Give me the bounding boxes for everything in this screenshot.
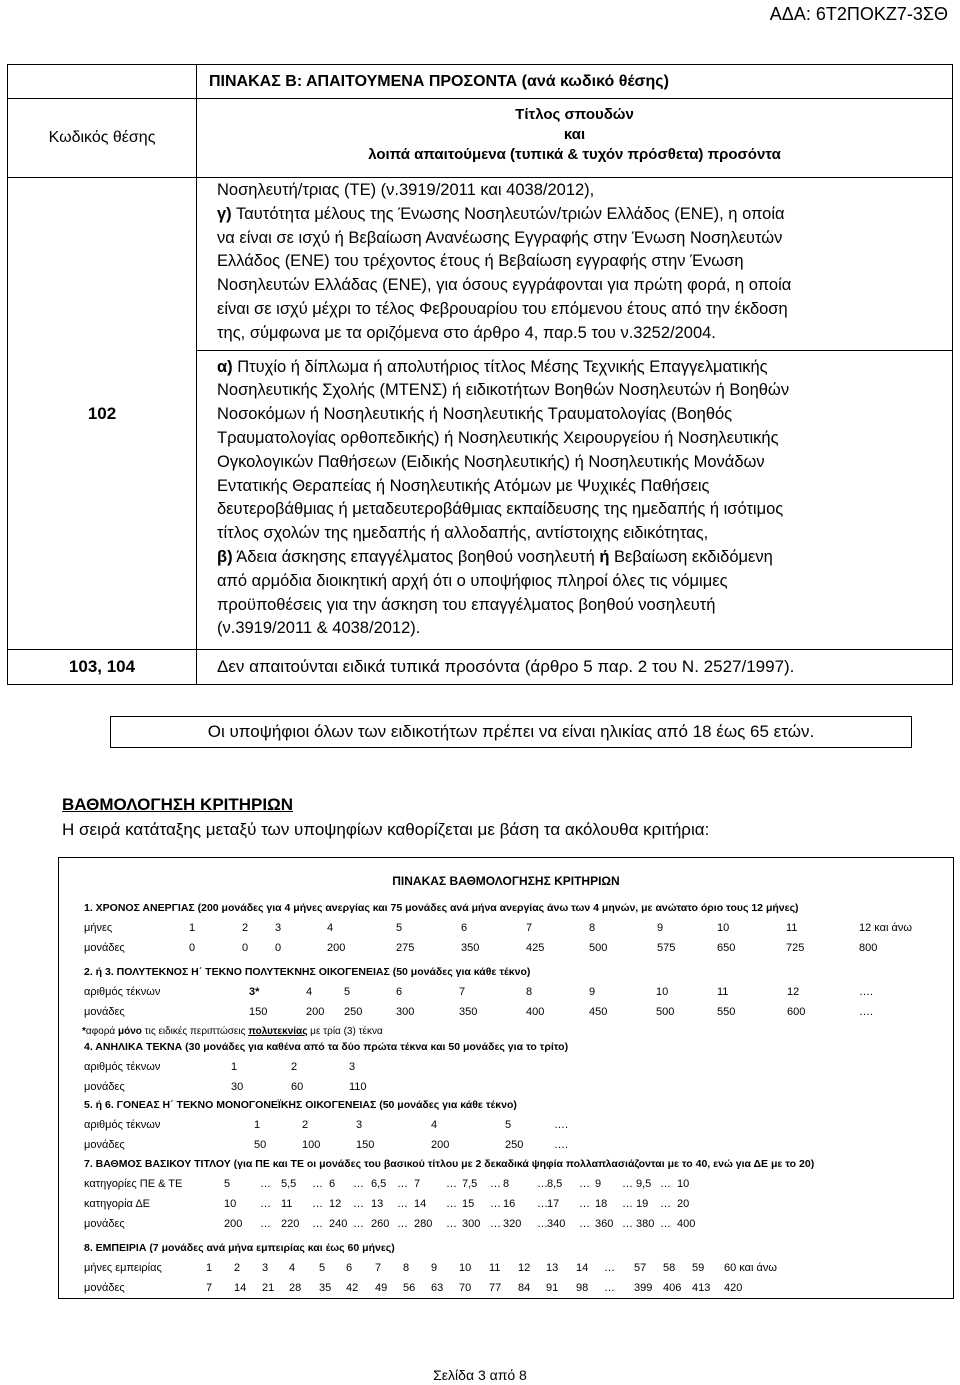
scoring-cell: 15: [462, 1198, 475, 1210]
scoring-cell: 10: [677, 1178, 690, 1190]
text-line: Τραυματολογίας ορθοπεδικής) ή Νοσηλευτικής Χειρουργείου ή Νοσηλευτικής: [217, 428, 779, 447]
scoring-cell: 300: [462, 1218, 481, 1230]
scoring-cell: 5: [505, 1119, 512, 1131]
scoring-cell: 400: [677, 1218, 696, 1230]
scoring-cell: ….: [859, 1006, 874, 1018]
scoring-section-heading: 1. ΧΡΟΝΟΣ ΑΝΕΡΓΙΑΣ (200 μονάδες για 4 μήνες ανεργίας και 75 μονάδες ανά μήνα ανεργίας άνω των 4 μηνών, με ανώτατο όριο τους 12 μήνες): [84, 902, 799, 914]
scoring-cell: 10: [717, 922, 730, 934]
scoring-cell: 20: [677, 1198, 690, 1210]
scoring-cell: ….: [554, 1139, 569, 1151]
text-line: Ογκολογικών Παθήσεων (Ειδικής Νοσηλευτικής) ή Νοσηλευτικής Μονάδων: [217, 452, 765, 471]
scoring-cell: 8: [403, 1262, 410, 1274]
criteria-heading: ΒΑΘΜΟΛΟΓΗΣΗ ΚΡΙΤΗΡΙΩΝ: [62, 795, 294, 814]
scoring-cell: 413: [692, 1282, 711, 1294]
scoring-cell: 28: [289, 1282, 302, 1294]
text-line: Νοσηλευτικής Σχολής (ΜΤΕΝΣ) ή ειδικοτήτων Βοηθών Νοσηλευτών ή Βοηθών: [217, 381, 790, 400]
scoring-cell: 450: [589, 1006, 608, 1018]
scoring-cell: 42: [346, 1282, 359, 1294]
scoring-cell: 91: [546, 1282, 559, 1294]
scoring-cell: 11: [717, 986, 729, 998]
scoring-cell: 14: [234, 1282, 247, 1294]
scoring-cell: …: [579, 1218, 590, 1230]
scoring-cell: 7: [414, 1178, 421, 1190]
scoring-section-heading: 4. ΑΝΗΛΙΚΑ ΤΕΚΝΑ (30 μονάδες για καθένα από τα δύο πρώτα τέκνα και 50 μονάδες για το τρίτο): [84, 1041, 569, 1053]
scoring-cell: 5: [319, 1262, 326, 1274]
row-103-text: Δεν απαιτούνται ειδικά τυπικά προσόντα (άρθρο 5 παρ. 2 του Ν. 2527/1997).: [197, 650, 953, 685]
scoring-cell: 4: [289, 1262, 296, 1274]
scoring-cell: 17: [547, 1198, 560, 1210]
scoring-cell: 1: [231, 1061, 238, 1073]
scoring-cell: …: [604, 1262, 615, 1274]
scoring-cell: 2: [242, 922, 249, 934]
scoring-cell: 9: [431, 1262, 438, 1274]
scoring-cell: …: [490, 1178, 501, 1190]
age-requirement-note: Οι υποψήφιοι όλων των ειδικοτήτων πρέπει να είναι ηλικίας από 18 έως 65 ετών.: [110, 716, 912, 748]
scoring-row-label: μήνες εμπειρίας: [84, 1262, 162, 1274]
scoring-cell: …: [446, 1198, 457, 1210]
scoring-cell: 8,5: [547, 1178, 563, 1190]
scoring-cell: …: [397, 1178, 408, 1190]
scoring-row-label: μονάδες: [84, 1006, 125, 1018]
scoring-cell: 6: [346, 1262, 353, 1274]
scoring-cell: 150: [356, 1139, 375, 1151]
scoring-cell: 1: [206, 1262, 213, 1274]
scoring-cell: 13: [371, 1198, 384, 1210]
text-line: γ) Ταυτότητα μέλους της Ένωσης Νοσηλευτών/τριών Ελλάδος (ΕΝΕ), η οποία: [217, 204, 785, 223]
scoring-cell: 550: [717, 1006, 736, 1018]
scoring-cell: 425: [526, 942, 545, 954]
scoring-cell: 8: [503, 1178, 510, 1190]
row-continuation-text: [197, 178, 953, 351]
text-line: από αρμόδια διοικητική αρχή ότι ο υποψήφιος πληροί όλες τις νόμιμες: [217, 571, 728, 590]
scoring-cell: 77: [489, 1282, 502, 1294]
scoring-cell: 9: [657, 922, 664, 934]
scoring-cell: 12: [329, 1198, 342, 1210]
text-line: Ελλάδος (ΕΝΕ) του τρέχοντος έτους ή Βεβαίωση εγγραφής στην Ένωση: [217, 252, 744, 271]
scoring-cell: 3: [262, 1262, 269, 1274]
scoring-cell: 21: [262, 1282, 275, 1294]
scoring-row-label: κατηγορίες ΠΕ & ΤΕ: [84, 1178, 183, 1190]
column-header-code: Κωδικός θέσης: [8, 99, 197, 178]
scoring-cell: 2: [234, 1262, 241, 1274]
scoring-row-label: μήνες: [84, 922, 113, 934]
scoring-cell: 70: [459, 1282, 472, 1294]
scoring-cell: ….: [554, 1119, 569, 1131]
scoring-cell: …: [260, 1198, 271, 1210]
text-line: α) Πτυχίο ή δίπλωμα ή απολυτήριος τίτλος Μέσης Τεχνικής Επαγγελματικής: [217, 357, 768, 376]
scoring-cell: …: [353, 1178, 364, 1190]
scoring-cell: 11: [786, 922, 798, 934]
text-line: προϋποθέσεις για την άσκηση του επαγγέλματος βοηθού νοσηλευτή: [217, 595, 716, 614]
scoring-cell: 200: [327, 942, 346, 954]
scoring-cell: 406: [663, 1282, 682, 1294]
header-line: Τίτλος σπουδών: [515, 106, 634, 123]
scoring-cell: 7: [459, 986, 466, 998]
scoring-cell: …: [579, 1178, 590, 1190]
scoring-cell: …: [397, 1218, 408, 1230]
text-line: Νοσηλευτών Ελλάδας (ΕΝΕ), για όσους εγγράφονται για πρώτη φορά, η οποία: [217, 276, 792, 295]
scoring-cell: 0: [189, 942, 196, 954]
scoring-cell: 9,5: [636, 1178, 652, 1190]
scoring-cell: 4: [431, 1119, 438, 1131]
scoring-cell: …: [660, 1178, 671, 1190]
page-footer: Σελίδα 3 από 8: [433, 1367, 527, 1383]
scoring-cell: 7: [375, 1262, 382, 1274]
scoring-cell: 19: [636, 1198, 649, 1210]
scoring-table: [58, 857, 954, 1299]
position-code-103-104: 103, 104: [8, 650, 197, 685]
header-line: και: [563, 126, 586, 143]
scoring-cell: 380: [636, 1218, 655, 1230]
scoring-cell: 5,5: [281, 1178, 297, 1190]
scoring-cell: 11: [281, 1198, 293, 1210]
table-corner: [8, 65, 197, 99]
scoring-cell: …: [660, 1198, 671, 1210]
scoring-section-heading: 7. ΒΑΘΜΟΣ ΒΑΣΙΚΟΥ ΤΙΤΛΟΥ (για ΠΕ και ΤΕ οι μονάδες του βασικού τίτλου με 2 δεκαδικά ψηφία πολλαπλασιάζονται με το 40, ενώ για ΔΕ με το 20): [84, 1158, 815, 1170]
scoring-cell: 399: [634, 1282, 653, 1294]
scoring-cell: 59: [692, 1262, 705, 1274]
scoring-row-label: κατηγορία ΔΕ: [84, 1198, 150, 1210]
scoring-cell: 500: [589, 942, 608, 954]
scoring-cell: 13: [546, 1262, 559, 1274]
text-line: δευτεροβάθμιας ή μεταδευτεροβάθμιας εκπαίδευσης της ημεδαπής ή ισότιμος: [217, 500, 784, 519]
scoring-cell: 2: [291, 1061, 298, 1073]
scoring-cell: 12: [518, 1262, 531, 1274]
scoring-cell: 240: [329, 1218, 348, 1230]
scoring-row-label: μονάδες: [84, 942, 125, 954]
scoring-row-label: αριθμός τέκνων: [84, 1119, 161, 1131]
text-line: να είναι σε ισχύ ή Βεβαίωση Ανανέωσης Εγγραφής στην Ένωση Νοσηλευτών: [217, 228, 783, 247]
text-line: Εντατικής Θεραπείας ή Νοσηλευτικής Ατόμων με Ψυχικές Παθήσεις: [217, 476, 710, 495]
scoring-cell: 7: [206, 1282, 213, 1294]
scoring-section-heading: 5. ή 6. ΓΟΝΕΑΣ Η΄ ΤΕΚΝΟ ΜΟΝΟΓΟΝΕΪΚΗΣ ΟΙΚΟΓΕΝΕΙΑΣ (50 μονάδες για κάθε τέκνο): [84, 1099, 517, 1111]
text-line: Νοσοκόμων ή Νοσηλευτικής ή Νοσηλευτικής Τραυματολογίας (Βοηθός: [217, 405, 733, 424]
scoring-cell: 420: [724, 1282, 743, 1294]
scoring-cell: 300: [396, 1006, 415, 1018]
scoring-cell: 320: [503, 1218, 522, 1230]
scoring-cell: 360: [595, 1218, 614, 1230]
scoring-cell: 350: [461, 942, 480, 954]
scoring-cell: 16: [503, 1198, 516, 1210]
scoring-cell: 150: [249, 1006, 268, 1018]
scoring-cell: …: [579, 1198, 590, 1210]
scoring-cell: 6,5: [371, 1178, 387, 1190]
scoring-cell: 18: [595, 1198, 608, 1210]
scoring-cell: 2: [302, 1119, 309, 1131]
scoring-cell: 600: [787, 1006, 806, 1018]
scoring-cell: …: [312, 1218, 323, 1230]
scoring-cell: 6: [461, 922, 468, 934]
scoring-cell: 10: [224, 1198, 237, 1210]
scoring-cell: …: [397, 1198, 408, 1210]
scoring-cell: 100: [302, 1139, 321, 1151]
scoring-cell: 220: [281, 1218, 300, 1230]
scoring-cell: 5: [396, 922, 403, 934]
scoring-row-label: αριθμός τέκνων: [84, 986, 161, 998]
scoring-cell: …: [312, 1178, 323, 1190]
scoring-cell: 3*: [249, 986, 260, 998]
scoring-cell: 5: [344, 986, 351, 998]
scoring-cell: 200: [431, 1139, 450, 1151]
scoring-cell: 5: [224, 1178, 231, 1190]
scoring-row-label: μονάδες: [84, 1218, 125, 1230]
scoring-cell: 14: [414, 1198, 427, 1210]
scoring-cell: 200: [306, 1006, 325, 1018]
scoring-cell: …: [537, 1178, 548, 1190]
scoring-cell: 7,5: [462, 1178, 478, 1190]
scoring-cell: 0: [242, 942, 249, 954]
scoring-cell: 1: [254, 1119, 261, 1131]
scoring-cell: 10: [656, 986, 669, 998]
scoring-cell: 9: [589, 986, 596, 998]
scoring-cell: 250: [344, 1006, 363, 1018]
scoring-cell: …: [353, 1218, 364, 1230]
scoring-cell: 280: [414, 1218, 433, 1230]
scoring-cell: 575: [657, 942, 676, 954]
scoring-cell: 340: [547, 1218, 566, 1230]
scoring-cell: 6: [329, 1178, 336, 1190]
scoring-cell: 3: [275, 922, 282, 934]
position-code-102: 102: [8, 178, 197, 650]
column-header-title: [197, 99, 953, 178]
scoring-cell: …: [622, 1178, 633, 1190]
scoring-cell: 4: [306, 986, 313, 998]
scoring-cell: …: [446, 1178, 457, 1190]
scoring-cell: …: [446, 1218, 457, 1230]
scoring-cell: …: [353, 1198, 364, 1210]
scoring-cell: …: [660, 1218, 671, 1230]
scoring-cell: 250: [505, 1139, 524, 1151]
scoring-cell: 4: [327, 922, 334, 934]
scoring-cell: 8: [526, 986, 533, 998]
text-line: της, σύμφωνα με τα οριζόμενα στο άρθρο 4, παρ.5 του ν.3252/2004.: [217, 323, 716, 342]
scoring-cell: 260: [371, 1218, 390, 1230]
scoring-cell: 63: [431, 1282, 444, 1294]
scoring-cell: 11: [489, 1262, 501, 1274]
scoring-section-heading: 2. ή 3. ΠΟΛΥΤΕΚΝΟΣ Η΄ ΤΕΚΝΟ ΠΟΛΥΤΕΚΝΗΣ ΟΙΚΟΓΕΝΕΙΑΣ (50 μονάδες για κάθε τέκνο): [84, 966, 531, 978]
scoring-section-heading: 8. ΕΜΠΕΙΡΙΑ (7 μονάδες ανά μήνα εμπειρίας και έως 60 μήνες): [84, 1242, 395, 1254]
scoring-cell: 58: [663, 1262, 676, 1274]
scoring-cell: …: [490, 1218, 501, 1230]
scoring-cell: 6: [396, 986, 403, 998]
scoring-cell: 14: [576, 1262, 589, 1274]
scoring-cell: …: [537, 1198, 548, 1210]
scoring-cell: …: [490, 1198, 501, 1210]
text-line: τίτλος σχολών της ημεδαπής ή αλλοδαπής, αντίστοιχης ειδικότητας,: [217, 524, 709, 543]
scoring-cell: 725: [786, 942, 805, 954]
scoring-cell: 12: [787, 986, 800, 998]
header-line: λοιπά απαιτούμενα (τυπικά & τυχόν πρόσθετα) προσόντα: [368, 146, 781, 163]
scoring-cell: 3: [349, 1061, 356, 1073]
document-code: ΑΔΑ: 6Τ2ΠΟΚΖ7-3ΣΘ: [769, 4, 948, 24]
text-line: είναι σε ισχύ μέχρι το τέλος Φεβρουαρίου του επόμενου έτους από την έκδοση: [217, 299, 788, 318]
scoring-cell: 12 και άνω: [859, 922, 912, 934]
scoring-cell: 60: [291, 1081, 304, 1093]
text-line: β) Άδεια άσκησης επαγγέλματος βοηθού νοσηλευτή ή Βεβαίωση εκδιδόμενη: [217, 547, 773, 566]
scoring-cell: 1: [189, 922, 196, 934]
scoring-cell: 110: [349, 1081, 367, 1093]
row-102-text: [197, 350, 953, 650]
scoring-cell: 200: [224, 1218, 243, 1230]
scoring-cell: 30: [231, 1081, 244, 1093]
scoring-cell: 350: [459, 1006, 478, 1018]
scoring-cell: …: [260, 1178, 271, 1190]
scoring-cell: 98: [576, 1282, 589, 1294]
scoring-row-label: μονάδες: [84, 1282, 125, 1294]
scoring-note: *αφορά μόνο τις ειδικές περιπτώσεις πολυτεκνίας με τρία (3) τέκνα: [82, 1026, 383, 1037]
scoring-row-label: μονάδες: [84, 1139, 125, 1151]
scoring-cell: …: [622, 1198, 633, 1210]
scoring-cell: 35: [319, 1282, 332, 1294]
requirements-table: [7, 64, 953, 685]
scoring-row-label: μονάδες: [84, 1081, 125, 1093]
text-line: (ν.3919/2011 & 4038/2012).: [217, 619, 421, 638]
scoring-cell: 800: [859, 942, 878, 954]
scoring-cell: …: [260, 1218, 271, 1230]
scoring-cell: 0: [275, 942, 282, 954]
scoring-cell: …: [312, 1198, 323, 1210]
scoring-cell: 10: [459, 1262, 472, 1274]
scoring-cell: 56: [403, 1282, 416, 1294]
criteria-subheading: Η σειρά κατάταξης μεταξύ των υποψηφίων καθορίζεται με βάση τα ακόλουθα κριτήρια:: [62, 820, 710, 839]
scoring-cell: 500: [656, 1006, 675, 1018]
scoring-cell: 400: [526, 1006, 545, 1018]
scoring-cell: 8: [589, 922, 596, 934]
scoring-cell: …: [604, 1282, 615, 1294]
table-title: ΠΙΝΑΚΑΣ Β: ΑΠΑΙΤΟΥΜΕΝΑ ΠΡΟΣΟΝΤΑ (ανά κωδικό θέσης): [197, 65, 953, 99]
scoring-cell: …: [622, 1218, 633, 1230]
scoring-cell: 275: [396, 942, 415, 954]
scoring-cell: …: [537, 1218, 548, 1230]
scoring-cell: ….: [859, 986, 874, 998]
scoring-row-label: αριθμός τέκνων: [84, 1061, 161, 1073]
scoring-cell: 49: [375, 1282, 388, 1294]
scoring-cell: 3: [356, 1119, 363, 1131]
scoring-cell: 50: [254, 1139, 267, 1151]
scoring-table-title: ΠΙΝΑΚΑΣ ΒΑΘΜΟΛΟΓΗΣΗΣ ΚΡΙΤΗΡΙΩΝ: [392, 874, 620, 888]
scoring-cell: 650: [717, 942, 736, 954]
text-line: Νοσηλευτή/τριας (ΤΕ) (ν.3919/2011 και 4038/2012),: [217, 181, 595, 199]
scoring-cell: 60 και άνω: [724, 1262, 777, 1274]
scoring-cell: 84: [518, 1282, 531, 1294]
scoring-cell: 9: [595, 1178, 602, 1190]
scoring-cell: 57: [634, 1262, 647, 1274]
scoring-cell: 7: [526, 922, 533, 934]
